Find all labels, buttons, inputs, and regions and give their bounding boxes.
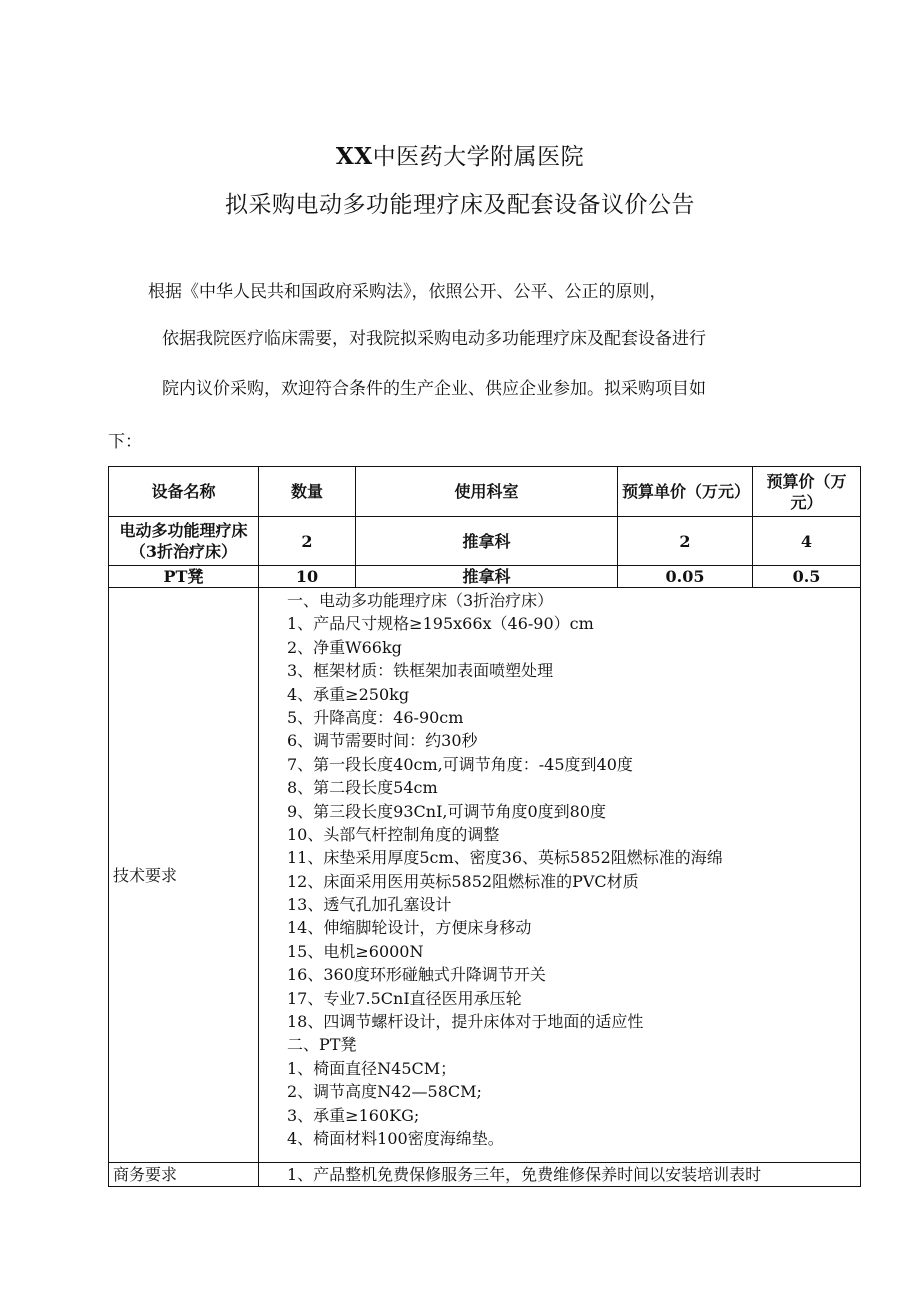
spec-line: 6、调节需要时间：约30秒 [287, 731, 478, 751]
table-header-row [109, 467, 861, 517]
cell-quantity: 10 [259, 566, 356, 588]
intro-line-4: 下： [108, 432, 142, 452]
spec-line: 2、净重W66kg [287, 637, 402, 657]
header-quantity: 数量 [259, 467, 356, 517]
business-requirements-row [109, 1163, 861, 1187]
intro-line-3: 院内议价采购，欢迎符合条件的生产企业、供应企业参加。拟采购项目如 [162, 379, 706, 399]
spec-line: 3、承重≥160KG; [287, 1105, 420, 1125]
cell-total-price: 0.5 [753, 566, 861, 588]
cell-equipment-name: PT凳 [109, 566, 259, 588]
header-department: 使用科室 [356, 467, 618, 517]
spec-line: 16、360度环形碰触式升降调节开关 [287, 965, 546, 985]
spec-line: 14、伸缩脚轮设计，方便床身移动 [287, 918, 532, 938]
spec-line: 1、产品尺寸规格≥195x66x（46-90）cm [287, 614, 594, 634]
cell-equipment-name: 电动多功能理疗床（3折治疗床） [109, 517, 259, 566]
document-title [0, 138, 920, 171]
intro-line-2: 依据我院医疗临床需要，对我院拟采购电动多功能理疗床及配套设备进行 [162, 329, 706, 349]
spec-line: 4、承重≥250kg [287, 684, 410, 704]
spec-line: 2、调节高度N42—58CM; [287, 1082, 482, 1102]
header-total-price: 预算价（万元） [753, 467, 861, 517]
cell-department: 推拿科 [356, 566, 618, 588]
spec-line: 9、第三段长度93CnI,可调节角度0度到80度 [287, 801, 607, 821]
spec-line: 7、第一段长度40cm,可调节角度：-45度到40度 [287, 754, 633, 774]
title-prefix: XX [335, 143, 373, 170]
tech-requirements-list [259, 588, 861, 1163]
header-unit-price: 预算单价（万元） [618, 467, 753, 517]
procurement-table [108, 466, 861, 1187]
spec-line: 17、专业7.5CnI直径医用承压轮 [287, 988, 522, 1008]
business-requirements-label: 商务要求 [109, 1163, 259, 1187]
spec-line: 二、PT凳 [287, 1035, 357, 1055]
title-rest: 中医药大学附属医院 [372, 144, 585, 170]
spec-line: 18、四调节螺杆设计，提升床体对于地面的适应性 [287, 1012, 644, 1032]
tech-requirements-label: 技术要求 [109, 588, 259, 1163]
spec-line: 11、床垫采用厚度5cm、密度36、英标5852阻燃标准的海绵 [287, 848, 723, 868]
tech-requirements-row [109, 588, 861, 1163]
spec-line: 1、椅面直径N45CM； [287, 1058, 457, 1078]
spec-line: 5、升降高度：46-90cm [287, 707, 464, 727]
spec-line: 15、电机≥6000N [287, 941, 424, 961]
spec-line: 12、床面采用医用英标5852阻燃标准的PVC材质 [287, 871, 639, 891]
cell-unit-price: 0.05 [618, 566, 753, 588]
cell-quantity: 2 [259, 517, 356, 566]
cell-department: 推拿科 [356, 517, 618, 566]
document-subtitle: 拟采购电动多功能理疗床及配套设备议价公告 [225, 192, 695, 218]
cell-total-price: 4 [753, 517, 861, 566]
spec-line: 4、椅面材料100密度海绵垫。 [287, 1128, 504, 1148]
spec-line: 10、头部气杆控制角度的调整 [287, 824, 500, 844]
header-equipment-name: 设备名称 [109, 467, 259, 517]
spec-line: 8、第二段长度54cm [287, 778, 438, 798]
table-row [109, 517, 861, 566]
spec-line: 一、电动多功能理疗床（3折治疗床） [287, 591, 554, 610]
intro-line-1: 根据《中华人民共和国政府采购法》，依照公开、公平、公正的原则， [148, 282, 667, 302]
table-row [109, 566, 861, 588]
business-requirements-text: 1、产品整机免费保修服务三年，免费维修保养时间以安装培训表时 [259, 1163, 861, 1187]
cell-unit-price: 2 [618, 517, 753, 566]
spec-line: 13、透气孔加孔塞设计 [287, 895, 452, 915]
spec-line: 3、框架材质：铁框架加表面喷塑处理 [287, 661, 554, 681]
